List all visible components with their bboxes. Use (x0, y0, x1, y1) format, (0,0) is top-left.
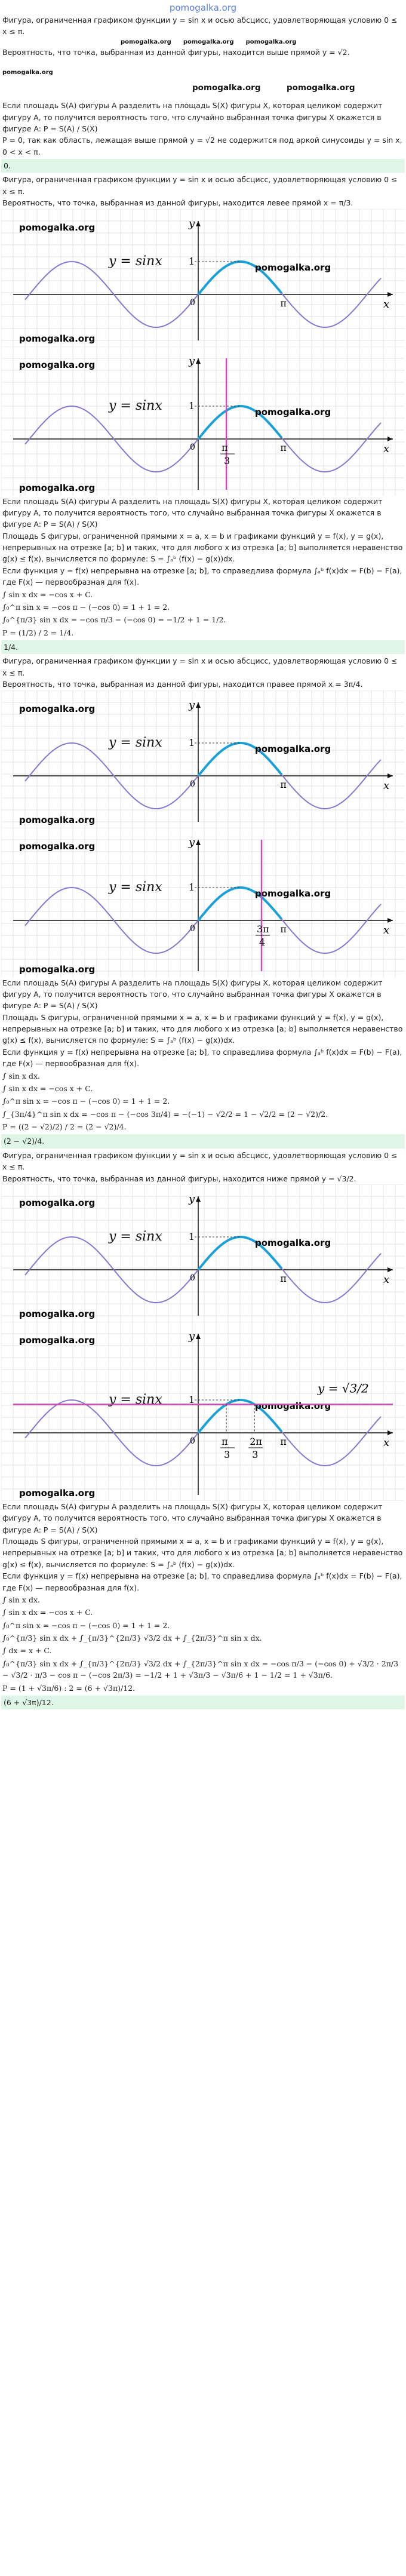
y-axis-arrow (196, 221, 201, 226)
y-axis-arrow (196, 358, 201, 364)
x-axis-label: x (383, 1273, 390, 1286)
task-3 (1, 655, 405, 1148)
x-axis-label: x (383, 1436, 390, 1449)
watermark: pomogalka.org (255, 1400, 331, 1411)
watermark: pomogalka.org (19, 1487, 96, 1499)
watermark: pomogalka.org (19, 1334, 96, 1346)
sine-graph (1, 690, 405, 828)
task-1-statement: Фигура, ограниченная графиком функции y = sin x и осью абсцисс, удовлетворяющая условию 0 ≤ x ≤ π. (2, 16, 398, 36)
origin-label: 0 (190, 1273, 195, 1283)
task-1 (1, 14, 405, 173)
tick-one-label: 1 (189, 1393, 195, 1405)
task-4-answer: (6 + √3π)/12. (1, 1696, 405, 1709)
task-4-step: ∫₀^{π/3} sin x dx + ∫_{π/3}^{2π/3} √3/2 dx + ∫_{2π/3}^π sin x dx. (2, 1634, 262, 1642)
task-4-step: P = (1 + √3π/6) : 2 = (6 + √3π)/12. (2, 1683, 136, 1693)
x-axis-label: x (383, 923, 390, 937)
label-pi3-num: π (222, 1435, 228, 1447)
tick-pi-label: π (280, 1272, 287, 1284)
origin-label: 0 (190, 779, 195, 789)
task-4 (1, 1150, 405, 1710)
watermark: pomogalka.org (2, 69, 53, 76)
sine-graph-sqrt3 (1, 1322, 405, 1501)
watermark: pomogalka.org (245, 38, 297, 45)
graph-4a (1, 1184, 405, 1322)
label-2pi3-num: 2π (250, 1435, 262, 1447)
task-4-area: Площадь S фигуры, ограниченной прямыми x = a, x = b и графиками функций y = f(x), y = g(x), непрерывных на отрезке [a; b] и таких, что для любого x из отрезка [a; b] выполняется неравенство g(x) ≤ f(x), вычисляется по формуле: S = ∫ₐᵇ (f(x) − g(x))dx. (2, 1537, 403, 1569)
curve-label: y = sinx (109, 879, 162, 895)
task-2-step: ∫₀^{π/3} sin x dx = −cos π/3 − (−cos 0) = −1/2 + 1 = 1/2. (2, 615, 226, 625)
task-2-formula: Если площадь S(A) фигуры A разделить на площадь S(X) фигуры X, которая целиком содержит фигуру A, то получится вероятность того, что случайно выбранная точка фигуры X окажется в фигуре A: P = S(A) / S(X) (2, 496, 383, 529)
y-axis-label: y (189, 1330, 195, 1343)
label-3pi4-num: 3π (257, 923, 269, 935)
line-y-label: y = √3/2 (318, 1381, 369, 1396)
task-3-step: ∫ sin x dx = −cos x + C. (2, 1083, 93, 1093)
watermark: pomogalka.org (19, 703, 96, 714)
sine-graph (1, 209, 405, 346)
watermark: pomogalka.org (19, 222, 96, 233)
label-3pi4-den: 4 (259, 936, 266, 948)
y-axis-label: y (189, 698, 195, 711)
tick-pi-label: π (280, 441, 287, 453)
task-1-solution: P = 0, так как область, лежащая выше прямой y = √2 не содержится под аркой синусоиды y = sin x, 0 < x < π. (2, 136, 402, 156)
watermark: pomogalka.org (255, 1237, 331, 1248)
watermark: pomogalka.org (183, 38, 234, 45)
tick-pi-label: π (280, 1435, 287, 1447)
task-3-step: ∫_{3π/4}^π sin x dx = −cos π − (−cos 3π/4) = −(−1) − √2/2 = 1 − √2/2 = (2 − √2)/2. (2, 1109, 328, 1119)
sine-graph-pi3 (1, 346, 405, 496)
task-4-step: ∫₀^π sin x = −cos π − (−cos 0) = 1 + 1 = 2. (2, 1620, 170, 1630)
watermark: pomogalka.org (19, 1308, 96, 1319)
task-2-step: ∫₀^π sin x = −cos π − (−cos 0) = 1 + 1 = 2. (2, 602, 170, 612)
x-axis-arrow (387, 1430, 393, 1435)
y-axis-arrow (196, 702, 201, 708)
task-2-area: Площадь S фигуры, ограниченной прямыми x = a, x = b и графиками функций y = f(x), y = g(x), непрерывных на отрезке [a; b] и таких, что для любого x из отрезка [a; b] выполняется неравенство g(x) ≤ f(x), вычисляется по формуле: S = ∫ₐᵇ (f(x) − g(x))dx. (2, 531, 403, 564)
watermark: pomogalka.org (255, 406, 331, 417)
tick-one-label: 1 (189, 881, 195, 893)
tick-pi-label: π (280, 923, 287, 935)
task-3-answer: (2 − √2)/4. (1, 1134, 405, 1148)
graph-2b (1, 346, 405, 496)
watermark: pomogalka.org (19, 840, 96, 852)
y-axis-arrow (196, 1334, 201, 1339)
y-axis-arrow (196, 1196, 201, 1202)
label-pi3-den: 3 (224, 455, 230, 466)
watermark: pomogalka.org (121, 38, 171, 45)
curve-label: y = sinx (109, 1392, 162, 1407)
task-4-step: ∫ sin x dx = −cos x + C. (2, 1608, 93, 1617)
watermark: pomogalka.org (255, 743, 331, 754)
task-1-formula: Если площадь S(A) фигуры A разделить на площадь S(X) фигуры X, которая целиком содержит фигуру A, то получится вероятность того, что случайно выбранная точка фигуры X окажется в фигуре A: P = S(A) / S(X) (2, 101, 383, 133)
task-2-step: P = (1/2) / 2 = 1/4. (2, 628, 74, 637)
tick-pi-label: π (280, 778, 287, 790)
origin-label: 0 (190, 1436, 195, 1446)
tick-one-label: 1 (189, 400, 195, 412)
task-3-area: Площадь S фигуры, ограниченной прямыми x = a, x = b и графиками функций y = f(x), y = g(x), непрерывных на отрезке [a; b] и таких, что для любого x из отрезка [a; b] выполняется неравенство g(x) ≤ f(x), вычисляется по формуле: S = ∫ₐᵇ (f(x) − g(x))dx. (2, 1012, 403, 1045)
task-2 (1, 174, 405, 654)
task-3-step: ∫ sin x dx. (2, 1071, 40, 1080)
watermark: pomogalka.org (19, 482, 96, 493)
curve-label: y = sinx (109, 253, 162, 269)
watermark: pomogalka.org (19, 333, 96, 344)
task-4-question: Вероятность, что точка, выбранная из данной фигуры, находится ниже прямой y = √3/2. (2, 1174, 356, 1183)
task-2-question: Вероятность, что точка, выбранная из данной фигуры, находится левее прямой x = π/3. (2, 198, 353, 208)
curve-label: y = sinx (109, 398, 162, 413)
graph-4b (1, 1322, 405, 1501)
graph-2a (1, 209, 405, 346)
y-axis-label: y (189, 217, 195, 230)
task-1-answer: 0. (1, 159, 405, 173)
task-2-statement: Фигура, ограниченная графиком функции y = sin x и осью абсцисс, удовлетворяющая условию 0 ≤ x ≤ π. (2, 175, 398, 196)
task-4-formula: Если площадь S(A) фигуры A разделить на площадь S(X) фигуры X, которая целиком содержит фигуру A, то получится вероятность того, что случайно выбранная точка фигуры X окажется в фигуре A: P = S(A) / S(X) (2, 1502, 383, 1534)
x-axis-label: x (383, 297, 390, 311)
origin-label: 0 (190, 297, 195, 308)
curve-label: y = sinx (109, 735, 162, 750)
watermark: pomogalka.org (19, 814, 96, 825)
task-3-formula: Если площадь S(A) фигуры A разделить на площадь S(X) фигуры X, которая целиком содержит фигуру A, то получится вероятность того, что случайно выбранная точка фигуры X окажется в фигуре A: P = S(A) / S(X) (2, 978, 383, 1011)
watermark: pomogalka.org (287, 83, 355, 93)
watermark: pomogalka.org (255, 262, 331, 273)
task-2-answer: 1/4. (1, 640, 405, 654)
tick-one-label: 1 (189, 736, 195, 748)
graph-3a (1, 690, 405, 828)
y-axis-label: y (189, 354, 195, 367)
sine-graph (1, 1184, 405, 1322)
y-axis-label: y (189, 836, 195, 849)
x-axis-label: x (383, 442, 390, 455)
origin-label: 0 (190, 442, 195, 452)
label-pi3-num: π (222, 441, 228, 453)
origin-label: 0 (190, 923, 195, 934)
site-title[interactable]: pomogalka.org (169, 2, 237, 13)
task-4-step: ∫₀^{π/3} sin x dx + ∫_{π/3}^{2π/3} √3/2 dx + ∫_{2π/3}^π sin x dx = −cos π/3 − (−cos 0) + √3/2 · 2π/3 − √3/2 · π/3 − cos π − (−cos 2π/3) = −1/2 + 1 + √3π/3 − √3π/6 + 1 − 1/2 = 1 + √3π/6. (2, 1659, 399, 1680)
task-2-newton: Если функция y = f(x) непрерывна на отрезке [a; b], то справедлива формула ∫ₐᵇ f(x)dx = F(b) − F(a), где F(x) — первообразная для f(x). (2, 566, 402, 587)
task-3-step: P = ((2 − √2)/2) / 2 = (2 − √2)/4. (2, 1122, 127, 1131)
x-axis-arrow (387, 437, 393, 441)
task-4-statement: Фигура, ограниченная графиком функции y = sin x и осью абсцисс, удовлетворяющая условию 0 ≤ x ≤ π. (2, 1150, 398, 1172)
tick-one-label: 1 (189, 1230, 195, 1242)
watermark: pomogalka.org (19, 359, 96, 370)
task-2-step: ∫ sin x dx = −cos x + C. (2, 589, 93, 599)
curve-label: y = sinx (109, 1229, 162, 1244)
task-3-newton: Если функция y = f(x) непрерывна на отрезке [a; b], то справедлива формула ∫ₐᵇ f(x)dx = F(b) − F(a), где F(x) — первообразная для f(x). (2, 1047, 402, 1069)
watermark: pomogalka.org (19, 1197, 96, 1208)
tick-one-label: 1 (189, 255, 195, 267)
task-3-statement: Фигура, ограниченная графиком функции y = sin x и осью абсцисс, удовлетворяющая условию 0 ≤ x ≤ π. (2, 656, 398, 677)
tick-pi-label: π (280, 297, 287, 309)
sine-graph-3pi4 (1, 828, 405, 977)
watermark: pomogalka.org (19, 963, 96, 975)
task-4-step: ∫ dx = x + C. (2, 1646, 52, 1656)
y-axis-label: y (189, 1192, 195, 1205)
label-pi3-den: 3 (224, 1448, 230, 1460)
task-3-question: Вероятность, что точка, выбранная из данной фигуры, находится правее прямой x = 3π/4. (2, 680, 363, 689)
y-axis-arrow (196, 840, 201, 845)
x-axis-arrow (387, 918, 393, 923)
x-axis-label: x (383, 779, 390, 792)
watermark: pomogalka.org (192, 83, 261, 93)
task-4-step: ∫ sin x dx. (2, 1595, 40, 1604)
task-3-step: ∫₀^π sin x = −cos π − (−cos 0) = 1 + 1 = 2. (2, 1097, 170, 1106)
label-2pi3-den: 3 (252, 1448, 259, 1460)
watermark: pomogalka.org (255, 888, 331, 899)
task-1-question: Вероятность, что точка, выбранная из данной фигуры, находится выше прямой y = √2. (2, 48, 350, 57)
graph-3b (1, 828, 405, 977)
task-4-newton: Если функция y = f(x) непрерывна на отрезке [a; b], то справедлива формула ∫ₐᵇ f(x)dx = F(b) − F(a), где F(x) — первообразная для f(x). (2, 1571, 402, 1592)
